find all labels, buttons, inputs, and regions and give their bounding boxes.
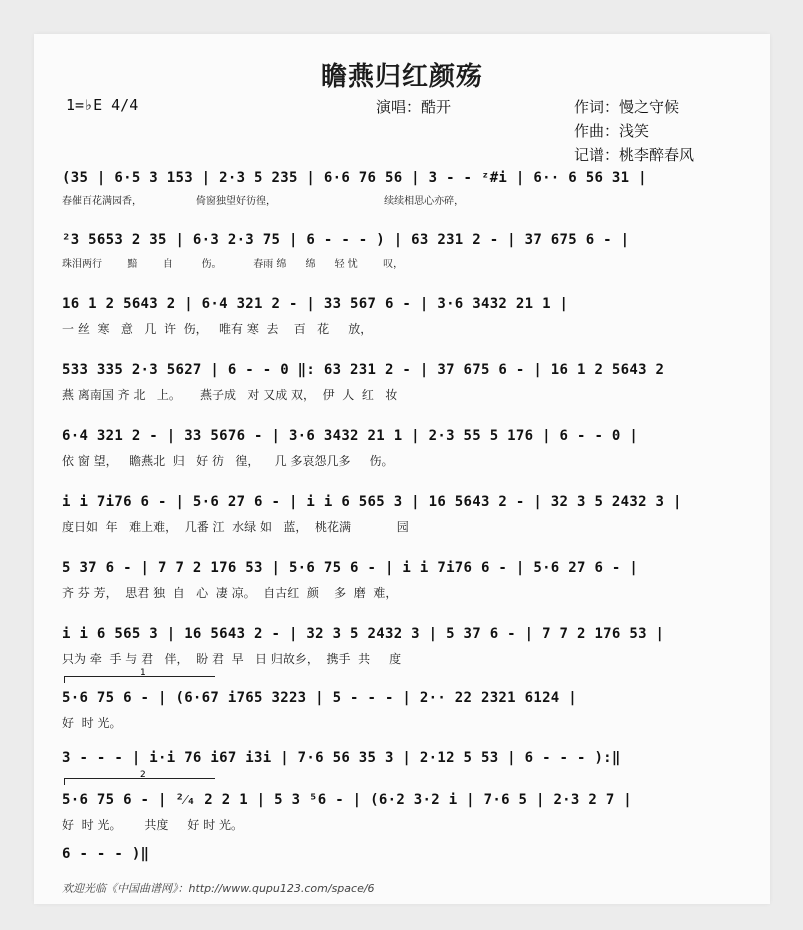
composer-credit: 作曲：浅笑 [574, 122, 650, 140]
lyric-row-7: 齐 芬 芳， 思君 独 自 心 凄 凉。 自古红 颜 多 磨 难， [62, 586, 398, 600]
score-row-12: 6 - - - )‖ [62, 846, 150, 862]
volta-2-number: 2 [140, 770, 146, 780]
score-row-2: ²3 5653 2 35 | 6·3 2·3 75 | 6 - - - ) | 63 231 2 - | 37 675 6 - | [62, 232, 630, 248]
site-footer: 欢迎光临《中国曲谱网》：http://www.qupu123.com/space/6 [62, 882, 375, 895]
score-row-3: 16 1 2 5643 2 | 6·4 321 2 - | 33 567 6 - | 3·6 3432 21 1 | [62, 296, 569, 312]
lyric-row-1: 春催百花满园香， 倚窗独望好彷徨， 续续相思心亦碎， [62, 196, 465, 207]
score-row-5: 6·4 321 2 - | 33 5676 - | 3·6 3432 21 1 | 2·3 55 5 176 | 6 - - 0 | [62, 428, 639, 444]
volta-1-bracket [64, 668, 215, 683]
song-title: 瞻燕归红颜殇 [320, 62, 483, 92]
lyric-row-4: 燕 离南国 齐 北 上。 燕子成 对 又成 双， 伊 人 红 妆 [62, 388, 398, 402]
score-row-1: (35 | 6·5 3 153 | 2·3 5 235 | 6·6 76 56 | 3 - - ᶻ#i | 6·· 6 56 31 | [62, 170, 647, 186]
lyric-row-9: 好 时 光。 [62, 716, 122, 730]
lyric-row-5: 依 窗 望， 瞻燕北 归 好 彷 徨， 几 多哀怨几多 伤。 [62, 454, 394, 468]
lyric-row-3: 一 丝 寒 意 几 许 伤， 唯有 寒 去 百 花 放， [62, 322, 373, 336]
score-row-8: i i 6 565 3 | 16 5643 2 - | 32 3 5 2432 3 | 5 37 6 - | 7 7 2 176 53 | [62, 626, 665, 642]
lyric-row-2: 珠泪两行 黯 自 伤。 春雨 绵 绵 轻 忧 叹， [62, 259, 404, 270]
singer-credit: 演唱：酷开 [376, 98, 452, 116]
score-row-6: i i 7i76 6 - | 5·6 27 6 - | i i 6 565 3 | 16 5643 2 - | 32 3 5 2432 3 | [62, 494, 682, 510]
transcriber-credit: 记谱：桃李醉春风 [574, 146, 695, 164]
lyricist-credit: 作词：慢之守候 [574, 98, 680, 116]
score-sheet [34, 34, 770, 904]
score-row-9: 5·6 75 6 - | (6·67 i765 3223 | 5 - - - | 2·· 22 2321 6124 | [62, 690, 577, 706]
volta-1-number: 1 [140, 668, 146, 678]
lyric-row-11: 好 时 光。 共度 好 时 光。 [62, 818, 244, 832]
lyric-row-8: 只为 牵 手 与 君 伴， 盼 君 早 日 归故乡， 携手 共 度 [62, 652, 402, 666]
key-signature: 1=♭E 4/4 [66, 96, 139, 114]
score-row-11: 5·6 75 6 - | ²⁄₄ 2 2 1 | 5 3 ⁵6 - | (6·2 3·2 i | 7·6 5 | 2·3 2 7 | [62, 792, 633, 808]
score-row-10: 3 - - - | i·i 76 i67 i3i | 7·6 56 35 3 | 2·12 5 53 | 6 - - - ):‖ [62, 750, 621, 766]
score-row-4: 533 335 2·3 5627 | 6 - - 0 ‖: 63 231 2 - | 37 675 6 - | 16 1 2 5643 2 [62, 362, 665, 378]
volta-2-bracket [64, 770, 215, 785]
lyric-row-6: 度日如 年 难上难， 几番 江 水绿 如 蓝， 桃花满 园 [62, 520, 409, 534]
score-row-7: 5 37 6 - | 7 7 2 176 53 | 5·6 75 6 - | i i 7i76 6 - | 5·6 27 6 - | [62, 560, 639, 576]
